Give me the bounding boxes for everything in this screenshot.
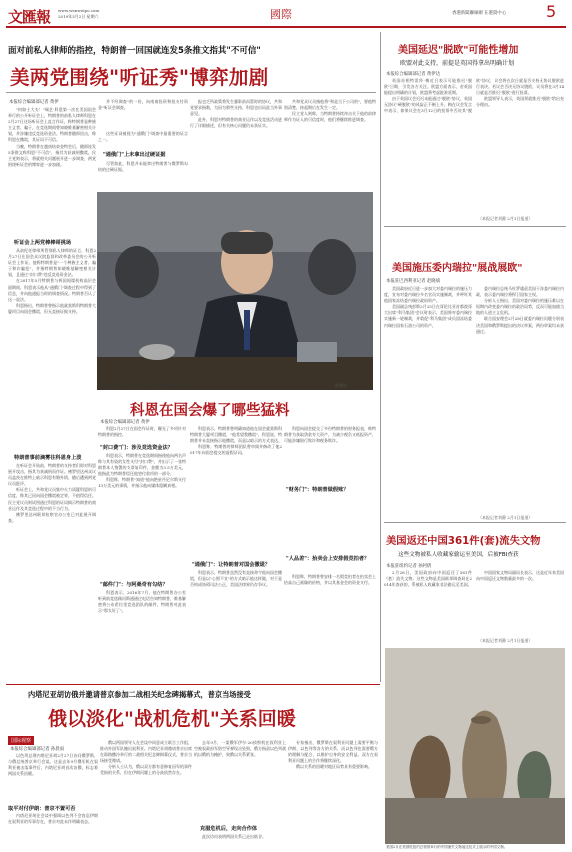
- right-story-1-text: 英国首相特雷莎·梅近日表示可能推迟"脱欧"日期，引发各方关注。欧盟方面表示，若英国能提出明确的计划，欧盟将考虑批准延期。 由于英国议会迟迟未能通过"脱欧"协议，英国无协议"硬脱欧"的风险正不断上升。梅在议会发言中表示，如果议会在3月12日的投票中否决其"脱欧"协议，议会将在次日就是否支持无协议脱欧进行表决。若议会否决无协议脱欧，议员将在3月14日就是否推迟"脱欧"进行投票。 欧盟领导人表示，英国须就推迟"脱欧"给出充分理由。: [384, 78, 564, 114]
- bottom-byline: 本报综合编辑部记者 孙晨雨: [10, 747, 65, 752]
- bottom-headline: 俄以淡化"战机危机"关系回暖: [48, 708, 296, 730]
- masthead-logo: 文匯報: [8, 8, 51, 26]
- masthead-web: www.wenweipo.com: [58, 8, 100, 13]
- right-story-1-headline: 美国延迟"脱欧"可能性增加: [398, 45, 519, 56]
- second-col3-text: 科恩向国会提交了多份特朗普的财务报表，称特朗普为获取贷款夸大资产，为减少税负又低报资产，可能涉嫌银行欺诈和税务欺诈。: [284, 426, 376, 444]
- right-story-3-footer: （本报记者刘静 2月1日报道）: [478, 638, 533, 643]
- second-subhead-1: "通俄门"：让特朗普对国会撒谎？: [192, 562, 271, 568]
- masthead: [0, 0, 572, 30]
- second-col2-text-b: 科恩表示，特朗普虽然没有直接命令他向国会撒谎，但是以"心照不宣"的方式暗示他这样做，对于是否构成妨碍司法公正，美国法律界仍存争议。: [190, 570, 282, 588]
- masthead-section: 國際: [270, 8, 292, 21]
- masthead-right-info: 香港新聞聯線網 在港資中心: [452, 11, 507, 16]
- right-sep-2: [384, 522, 566, 523]
- right-story-1-byline: 本报综合编辑部记者 黄伊达: [386, 72, 441, 77]
- bottom-col4-text: 专家指出，俄罗斯在叙利亚问题上需要平衡与伊朗、以色列等各方的关系，而以色列也需要俄方的理解与配合，以维护自身的安全利益。双方在叙利亚问题上的合作将继续深化。 俄以关系的回暖对地区局势具有重要影响。: [288, 740, 378, 770]
- lead-subhead-0: "通俄门"上未拿出过硬证据: [103, 152, 166, 158]
- second-col1-text-b: 科恩表示，特朗普在竞选期间指使他向两名声称与其有染的女性支付"封口费"，并出示了一张特朗普本人签署的支票复印件，金额为3.5万美元，他指此为特朗普偿还他垫付款项的一部分。 科恩称，特朗普"知道"他向艳星丹尼尔斯支付13万美元的事情，并指示他向媒体隐瞒真相。: [98, 453, 186, 489]
- lead-photo: [97, 192, 373, 390]
- second-col2-text: 科恩表示，特朗普曾明确知道他在国会就莫斯科特朗普大厦项目撒谎，"他希望我撒谎"。科恩说，特朗普并未直接指示他撒谎，而是以暗示的方式表达。 科恩称，特朗普的律师团队曾审阅并修改了他2017年向国会提交的虚假证词。: [190, 426, 282, 456]
- right-story-3-text: 2月28日，美国政府向中国返还了361件（套）流失文物。这些文物是美国联邦调查局在2014年查获的，系被私人收藏家非法偷运至美国。 中国国家文物局副局长表示，这是近年来美国向中国返还文物数量最多的一次。: [384, 570, 564, 588]
- second-byline: 本报综合编辑部记者 黄伊: [100, 420, 150, 425]
- second-col1-text-c: 科恩表示，2016年7月，他在特朗普办公室听到前竞选顾问斯通通过电话告知特朗普，维基解密将公布希拉里竞选团队的邮件，特朗普对此表示"那太好了"。: [98, 590, 186, 614]
- lead-col2-text-c: 尽管如此，科恩并未能拿出特朗普与俄罗斯勾结的过硬证据。: [98, 161, 188, 173]
- right-story-1-deck: 欧盟对此支持，前提是英国得拿出明确计划: [400, 60, 515, 67]
- right-story-2-byline: 本报驻巴西利亚记者 赵晓斌: [386, 279, 441, 284]
- lead-photo-credit: 彭博社: [335, 383, 347, 388]
- right-story-3-headline: 美国返还中国361件(套)流失文物: [386, 535, 541, 547]
- right-divider: [380, 32, 381, 682]
- lead-photo-image: [97, 192, 373, 390]
- second-subhead-2: "财务门"：特朗普做假账？: [286, 487, 349, 493]
- bottom-kicker: 内塔尼亚胡访俄并邀请普京参加二战相关纪念碑揭幕式，普京当场接受: [28, 690, 251, 699]
- lead-col3-text: 报也乏所政策将发生暴影前而暂时的协议，共和党要求指数，为因为那些支持，科恩也出局此当外事意见。 此外，科恩对特朗普的商业运作以及竞选活动进行了详细描述，但有关核心问题仍未获证实。: [190, 99, 282, 129]
- second-col3-text-b: 科恩称，特朗普曾安排一名假竞拍者在拍卖会上抬高自己画像的价格，并以其基金会的资金支付。: [284, 574, 376, 586]
- bottom-col3-text: 去年9月，一架俄军伊尔-20侦察机在叙利亚上空被叙政府军防空导弹误击坠毁，俄方指责以色列战机以俄机为掩护，致俄以关系紧张。: [194, 740, 286, 758]
- bottom-col1-text-b: 内塔尼亚胡在会谈中强调以色列不会容忍伊朗在叙利亚的军事存在，普京对此未作明确表态。: [8, 813, 98, 825]
- lead-subhead-1: 听证会上两党棒棒哥挑场: [14, 240, 72, 246]
- right-story-2-footer: （本报记者刘静 2月1日报道）: [478, 515, 533, 520]
- lead-subhead-2: 特朗普事前滴雾往科恩身上泼: [14, 455, 82, 461]
- lead-kicker: 面对前私人律师的指控，特朗普一回国就连发5条推文指其"不可信": [8, 46, 261, 56]
- lead-underline: [6, 92, 376, 93]
- lead-col1-text-b: 从前纪任律师所管那私人律师的证言，科恩2月27日在国会众议院监督和改革委员会的公开听证会上作证。他称特朗普是"一个种族主义者、骗子和诈骗犯"，并指特朗普知晓维基解密相关计划，且通过"封口费"违反竞选资金法。 在2017年5月特朗普与两国间谍机构高层会面期间，科恩表示他从"通俄门"调查过程中得到了信息，并向他通报当时的调查情况。特朗普否认了这一说法。 科恩指出，特朗普曾指示他就莫斯科特朗普大厦项目向国会撒谎，但无直接证据支持。: [8, 248, 96, 314]
- bottom-col2-text: 俄以两国领导人在会谈中同意成立联合工作组，推动外国军队撤出叙利亚。内塔尼亚胡邀请普京出席在耶路撒冷举行的二战相关纪念碑揭幕仪式，普京当场接受邀请。 分析人士认为，俄以双方都有意修复因军机事件受损的关系，但在伊朗问题上的分歧依然存在。: [100, 740, 192, 776]
- lead-col1-text: "何如士大夫！"瑞艺·科恩第一次在美国国会举行的公开听证会上，特朗普的前私人律师科恩在2月27日这场听证会上直言作证，称特朗普是种族主义者、骗子，在竞选期间曾知晓维基解密相关计划，并涉嫌违反竞选资金法。特朗普随即回击，称科恩在撒谎，其证词不可信。 当晚，特朗普在越南结束金特会后，随即连发5条推文称科恩"不可信"，指其为获减刑撒谎。民主党则表示，将就相关问题展开进一步调查，两党围绕听证会的博弈进一步加剧。: [8, 107, 96, 167]
- right-story-1-footer: （本报记者刘静 2月1日报道）: [478, 216, 533, 221]
- lead-photo-caption: 科恩2月27日在国会作证，拨出的结果被泛美高院在。: [100, 383, 196, 388]
- lead-col4-text: 共和党众议员指他将"和是当下公司的"，要他特别清楚，按起期后在发生一定。 民主党人则称，当特朗普持续冲击关于他的前律师作为证人的可信度时，他们将继续推进调查。: [284, 99, 376, 123]
- page-number: 5: [546, 2, 557, 21]
- second-subhead-3: "人品差"：抬卖会上安排假竞拍者？: [286, 556, 370, 562]
- bottom-subhead-0: 取平对付伊朗：普京不置可否: [8, 806, 76, 812]
- masthead-rule: [6, 26, 566, 28]
- lead-headline: 美两党围绕"听证秀"博弈加剧: [10, 66, 269, 89]
- right-story-3-photo: [385, 648, 565, 844]
- lead-col1-text-c: 在听证会开始前，特朗普的支持者们即对科恩展开攻击，指其为获减刑而作证。佛罗里达州众议员盖茨在推特上暗示科恩有婚外情，随后遭到两党议员批评。 听证会上，共和党议员集中火力质疑科恩的可信度，称其已因向国会撒谎被定罪，不值得信任。民主党议员则试图通过科恩的证词揭示特朗普的商业运作及其竞选过程中的不当行为。 佛罗里达州联邦检察官办公室已对此展开调查。: [8, 463, 96, 523]
- masthead-date: 2019年3月2日 星期六: [58, 14, 99, 19]
- right-sep-1: [384, 226, 566, 227]
- second-col1-text: 科恩2月27日在国会作证时，曝光了多项针对特朗普的指控。: [98, 426, 186, 438]
- bottom-subhead-1: 克服危机后，走向合作体: [200, 826, 258, 832]
- second-headline: 科恩在国会爆了哪些猛料: [130, 403, 290, 419]
- lead-col2-text-b: 这些证词被视为"通俄门"调查中最重要的证言之一。: [98, 131, 188, 143]
- right-story-2-headline: 美国施压委内瑞拉"展战展欧": [392, 263, 523, 274]
- right-story-3-byline: 本报驻纽约记者 孙阿倩: [386, 564, 432, 569]
- second-subhead-0: "封口费"门：涉及竞选资金法？: [100, 445, 173, 451]
- column-tag: 国际观察: [8, 736, 34, 745]
- bottom-col1-text: 以色列总理内塔尼亚胡2月27日访问俄罗斯，与俄总统普京举行会谈。这是去年9月俄军机在叙利亚被击落事件后，内塔尼亚胡首次访俄，标志着两国关系回暖。: [8, 753, 98, 777]
- right-story-3-photo-caption: 美国2月在美国驻纽约总领馆举行的中国流失文物返还仪式上展示的中国文物。: [386, 845, 508, 849]
- right-story-3-deck: 这些文物被私人收藏家偷运至美国，后被FBI查获: [398, 552, 519, 558]
- bottom-col3-text-b: 此次访问表明两国关系已走出低谷。: [202, 834, 266, 839]
- artifacts-image: [385, 648, 565, 844]
- lead-byline: 本报综合编辑部记者 黄伊: [9, 100, 59, 105]
- right-story-2-text: 美国政府近日进一步加大对委内瑞拉的施压力度，宣布对委内瑞拉多名官员实施制裁，并呼吁其他国家冻结委内瑞拉政府资产。 美国副总统彭斯2月25日在哥伦比亚首都波哥大出席"利马集团"会议时表示，美国将对委内瑞拉实施新一轮制裁，并敦促"利马集团"成员国冻结委内瑞拉国家石油公司的资产。 委内瑞拉总统马杜罗谴责美国干涉委内瑞拉内政，表示委内瑞拉将捍卫国家主权。 分析人士指出，美国对委内瑞拉的施压难以在短期内改变委内瑞拉的政治局势，反而可能加剧当地的人道主义危机。 联合国安理会2月28日就委内瑞拉问题分别表决美国和俄罗斯提出的决议草案，两份草案均未获通过。: [384, 286, 564, 334]
- lead-col2-text: 并不经调查"的一份，向南南投资和投支付资金"听证会调查。: [98, 99, 188, 111]
- bottom-top-rule: [6, 684, 380, 685]
- second-subhead-4: "邮件门"：与阿桑奇有勾结？: [100, 582, 168, 588]
